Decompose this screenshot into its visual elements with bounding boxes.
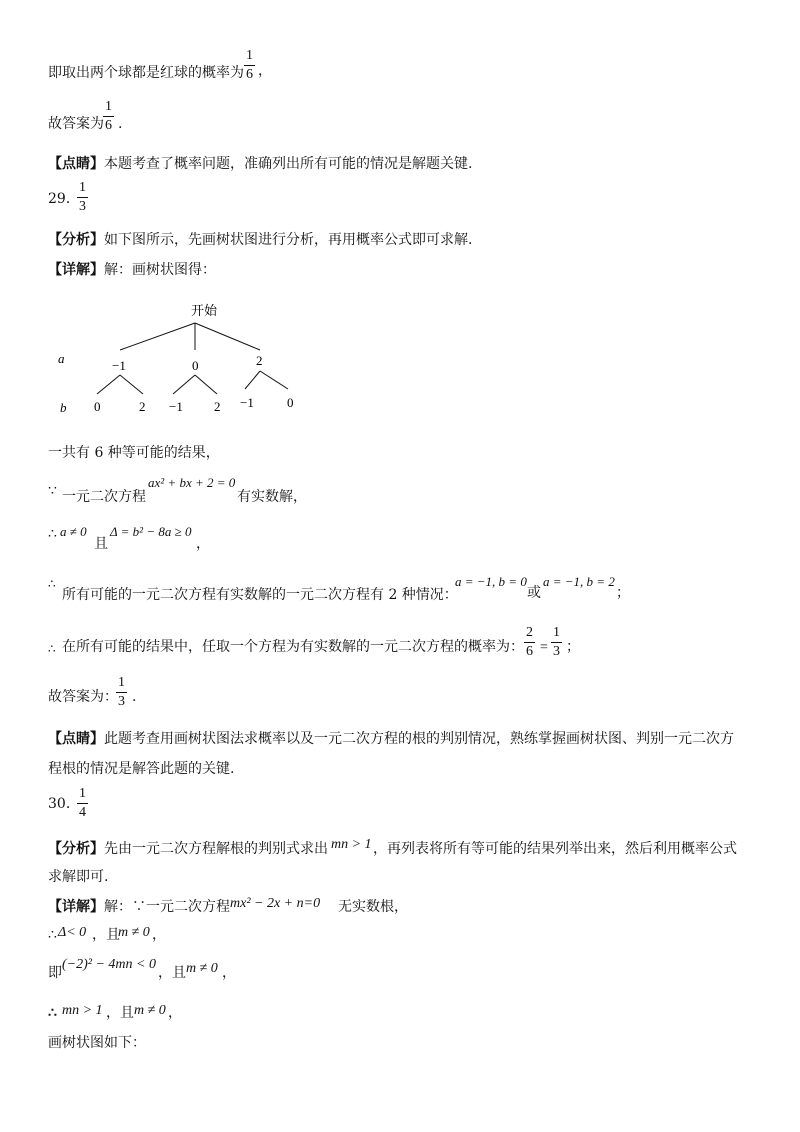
equation: mx² − 2x + n=0 xyxy=(230,896,321,911)
analysis-line-2: 求解即可. xyxy=(48,869,109,885)
fraction: 2 6 xyxy=(526,625,533,659)
tree-diagram xyxy=(50,295,310,420)
therefore-symbol: ∴ xyxy=(48,927,57,943)
equation: (−2)² − 4mn < 0 xyxy=(62,957,156,972)
tree-edge xyxy=(120,323,195,350)
comment-line: 【点睛】本题考查了概率问题，准确列出所有可能的情况是解题关键. xyxy=(48,156,473,172)
section-tag: 【详解】 xyxy=(48,899,104,915)
tree-root: 开始 xyxy=(191,303,218,318)
fraction: 1 3 xyxy=(79,180,86,214)
text-line: 一共有 6 种等可能的结果， xyxy=(48,445,220,461)
answer-line-1 xyxy=(48,66,244,80)
tree-node-a: 0 xyxy=(192,358,199,373)
equation: a ≠ 0 xyxy=(60,524,87,539)
comment-line: 【点睛】此题考查用画树状图法求概率以及一元二次方程的根的判别情况，熟练掌握画树状图、判别一元二次方 xyxy=(48,731,734,747)
tree-node-b: 0 xyxy=(287,395,294,410)
section-tag: 【点睛】 xyxy=(48,731,104,747)
tree-node-b: −1 xyxy=(240,395,254,410)
analysis-line: 【分析】如下图所示，先画树状图进行分析，再用概率公式即可求解. xyxy=(48,232,473,248)
therefore-symbol: ∴ xyxy=(48,526,57,542)
tree-node-b: 2 xyxy=(139,399,146,414)
analysis-line: 【分析】先由一元二次方程解根的判别式求出 xyxy=(48,841,328,857)
tree-node-b: 0 xyxy=(94,399,101,414)
answer-text: 即取出两个球都是红球的概率为 xyxy=(48,65,244,81)
equation: a = −1, b = 2 xyxy=(543,574,615,589)
section-tag: 【分析】 xyxy=(48,841,104,857)
question-number: 30． xyxy=(48,796,80,812)
tree-node-b: −1 xyxy=(169,399,183,414)
therefore-symbol: ∴ xyxy=(48,1005,57,1021)
equation: Δ = b² − 8a ≥ 0 xyxy=(110,524,192,539)
equation: m ≠ 0 xyxy=(134,1003,166,1018)
fraction: 1 6 xyxy=(246,48,253,82)
tree-edge xyxy=(173,375,195,394)
tree-edge xyxy=(260,371,288,389)
equation: mn > 1 xyxy=(62,1003,103,1018)
comment-line-2: 程根的情况是解答此题的关键. xyxy=(48,761,235,777)
question-number: 29． xyxy=(48,191,80,207)
punct: . xyxy=(118,116,123,132)
tree-node-a: −1 xyxy=(112,358,126,373)
text-line: 画树状图如下： xyxy=(48,1035,146,1051)
answer-line-2: 故答案为 xyxy=(48,116,104,132)
equation: ax² + bx + 2 = 0 xyxy=(148,475,236,490)
therefore-symbol: ∴ xyxy=(48,642,56,656)
section-tag: 【分析】 xyxy=(48,232,104,248)
section-tag: 【详解】 xyxy=(48,262,104,278)
equation: a = −1, b = 0 xyxy=(455,574,527,589)
equation: m ≠ 0 xyxy=(118,925,150,940)
detail-line: 【详解】解：∵一元二次方程 xyxy=(48,899,230,915)
answer-line: 故答案为： xyxy=(48,689,118,705)
tree-edge xyxy=(120,375,143,394)
tree-edge xyxy=(245,371,260,389)
equation: m ≠ 0 xyxy=(186,961,218,976)
fraction: 1 3 xyxy=(553,625,560,659)
fraction: 1 6 xyxy=(105,99,112,133)
fraction: 1 3 xyxy=(118,675,125,709)
punct: ， xyxy=(258,63,272,79)
fraction: 1 4 xyxy=(79,786,86,820)
equation: mn > 1 xyxy=(331,837,372,852)
tree-edge xyxy=(97,375,120,394)
therefore-symbol: ∴ xyxy=(48,577,56,591)
tree-label-b: b xyxy=(60,400,67,415)
section-tag: 【点睛】 xyxy=(48,156,104,172)
tree-label-a: a xyxy=(58,351,65,366)
tree-edge xyxy=(195,323,260,350)
tree-edge xyxy=(195,375,217,394)
because-symbol: ∵ xyxy=(48,483,57,499)
detail-line: 【详解】解：画树状图得： xyxy=(48,262,216,278)
tree-node-a: 2 xyxy=(256,353,263,368)
tree-node-b: 2 xyxy=(214,399,221,414)
equation: Δ< 0 xyxy=(58,925,87,940)
